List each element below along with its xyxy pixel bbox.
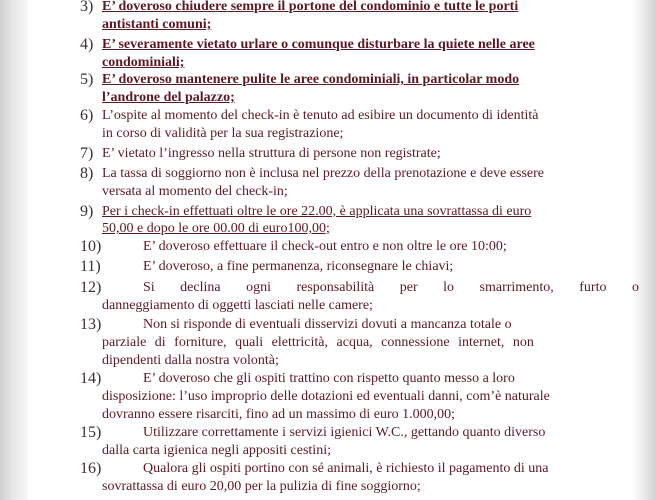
rule-number: 11) [80,258,101,275]
rule-text-line: in corso di validità per la sua registrazione; [102,126,344,141]
rule-number: 10) [80,238,102,255]
rule-text-line: E’ doveroso, a fine permanenza, riconsegnare le chiavi; [143,259,454,274]
rule-text-line: E’ vietato l’ingresso nella struttura di persone non registrate; [102,146,441,161]
rule-number: 16) [80,460,102,477]
rule-text-line: Per i check-in effettuati oltre le ore 22.00, è applicata una sovrattassa di euro [102,204,532,219]
rule-text-line: versata al momento del check-in; [102,184,288,199]
rule-text-line: Non si risponde di eventuali disservizi dovuti a mancanza totale o [143,317,512,332]
rule-text-line: E’ doveroso effettuare il check-out entro e non oltre le ore 10:00; [143,239,507,254]
rule-number: 14) [80,370,102,387]
rule-text-line: dovranno essere risarciti, fino ad un massimo di euro 1.000,00; [102,407,456,422]
rule-text-line: E’ doveroso chiudere sempre il portone del condominio e tutte le porti [102,0,519,14]
rule-number: 6) [80,107,94,124]
rule-number: 15) [80,424,102,441]
rule-text-line: E’ doveroso che gli ospiti trattino con rispetto quanto messo a loro [143,371,515,386]
rule-number: 5) [80,71,94,88]
rule-number: 8) [80,165,94,182]
rule-text-line: La tassa di soggiorno non è inclusa nel prezzo della prenotazione e deve essere [102,166,544,181]
rule-number: 3) [80,0,94,15]
rule-text-line: sovrattassa di euro 20,00 per la pulizia di fine soggiorno; [102,479,421,494]
rule-text-line: Si declina ogni responsabilità per lo smarrimento, furto o [143,280,639,295]
rule-text-line: Utilizzare correttamente i servizi igienici W.C., gettando quanto diverso [143,425,546,440]
rule-text-line: danneggiamento di oggetti lasciati nelle camere; [102,298,373,313]
rule-text-line: parziale di forniture, quali elettricità, acqua, connessione internet, non [102,335,534,350]
rule-text-line: disposizione: l’uso improprio delle dotazioni ed eventuali danni, com’è naturale [102,389,550,404]
rule-text-line: E’ severamente vietato urlare o comunque disturbare la quiete nelle aree [102,37,535,52]
rule-number: 7) [80,145,94,162]
rule-text-line: 50,00 e dopo le ore 00.00 di euro100,00; [102,221,330,236]
rule-number: 9) [80,203,94,220]
rule-text-line: l’androne del palazzo; [102,90,235,105]
rule-number: 12) [80,279,102,296]
rule-text-line: Qualora gli ospiti portino con sé animali, è richiesto il pagamento di una [143,461,549,476]
rule-number: 4) [80,36,94,53]
rule-text-line: antistanti comuni; [102,17,212,32]
rule-text-line: condominiali; [102,55,185,70]
rule-text-line: dalla carta igienica negli appositi cestini; [102,443,331,458]
rule-text-line: L’ospite al momento del check-in è tenuto ad esibire un documento di identità [102,108,539,123]
rule-text-line: dipendenti dalla nostra volontà; [102,353,279,368]
rule-text-line: E’ doveroso mantenere pulite le aree condominiali, in particolar modo [102,72,520,87]
rule-number: 13) [80,316,102,333]
